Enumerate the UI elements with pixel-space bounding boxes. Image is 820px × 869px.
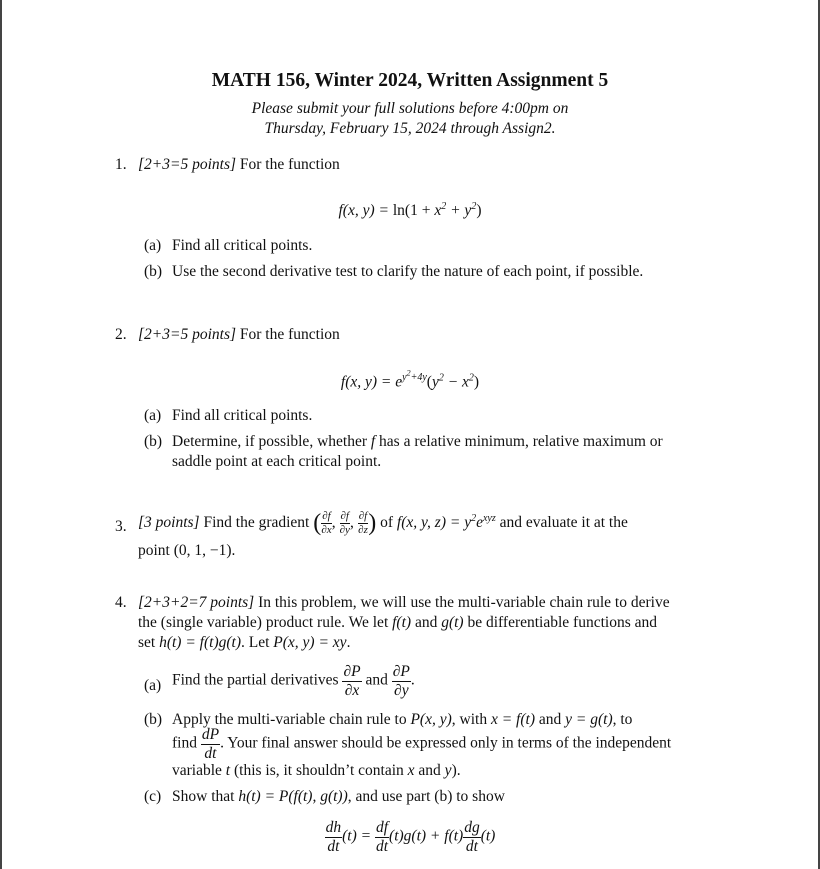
q4-b-text-2: . Your final answer should be expressed only in terms of the independent [220,734,672,752]
q4-number: 4. [115,594,127,611]
q3-text-4: point (0, 1, −1). [138,542,236,559]
q1-b-label: (b) [144,263,163,280]
q2-a-text: Find all critical points. [172,407,313,424]
q3-line-1: [3 points] Find the gradient ( $\frac{\partial f}{\partial x}$ , $\frac{\partial f}{\partial y}$ , $\frac{\partial f}{\partial z}$ ) of f(x, y, $z) = y^2e^{xyz}$ and evaluate it at the [138,510,628,536]
q4-b-label: (b) [144,711,163,728]
q4-b-text-3a: variable [172,762,222,779]
q4-line-2b: and [414,614,438,631]
q1-number: 1. [115,156,127,173]
q2-intro [138,326,340,344]
q4-c-line: Show that h(t) = P(f(t), g(t)), and use part (b) to show [172,788,505,805]
q4-points: [2+3+2=7 points] [138,594,255,611]
q3-number: 3. [115,518,127,535]
q4-line-1-text: In this problem, we will use the multi-variable chain rule to derive [258,594,670,611]
q1-a-text: Find all critical points. [172,237,313,254]
q1-b-text: Use the second derivative test to clarify the nature of each point, if possible. [172,263,644,280]
q4-line-3b: . Let [241,634,270,651]
q3-text-1: Find the gradient [203,514,310,532]
q4-line-2a: the (single variable) product rule. We let [138,614,389,631]
q4-a-label: (a) [144,677,162,694]
subtitle-line-1: Please submit your full solutions before 4:00pm on [251,100,569,117]
q1-points: [2+3=5 points] [138,156,237,173]
page-title: MATH 156, Winter 2024, Written Assignment 5 [211,70,609,91]
q4-b-text-3b: (this is, it shouldn’t contain [233,762,404,779]
q2-a-label: (a) [144,407,162,424]
q4-b-line-1: Apply the multi-variable chain rule to P(x, y), with x = f(t) and y = g(t), to [172,711,633,728]
gradient-vector: ( $\frac{\partial f}{\partial x}$ , $\frac{\partial f}{\partial y}$ , $\frac{\partial f}{\partial z}$ ) [313,510,377,536]
q2-intro-text: For the function [239,326,340,343]
q4-a-and: and [365,671,388,689]
q1-equation: f(x, $y) = \ln(1 + x^2 + y^2)$ [338,201,482,220]
q2-b-line-1: Determine, if possible, whether f has a relative minimum, relative maximum or [172,433,663,450]
subtitle-line-2: Thursday, February 15, 2024 through Assign2. [264,120,556,137]
q4-line-2: the (single variable) product rule. We let f(t) and g(t) be differentiable functions and [138,614,657,631]
q4-line-1 [138,594,670,612]
q4-line-2c: be differentiable functions and [467,614,657,631]
q3-text-2: of [380,514,394,532]
q4-c-text-2: , and use part (b) to show [347,788,505,805]
q4-b-text-1c: and [538,711,562,728]
product-rule-equation: $\frac{dh}{dt}$ (t) = $\frac{df}{dt}$ (t)g(t) + f(t) $\frac{dg}{dt}$ (t) [325,819,496,855]
q4-c-label: (c) [144,788,162,805]
q1-a-label: (a) [144,237,162,254]
q4-b-text-1b: , with [451,711,488,728]
q4-c-text-1: Show that [172,788,235,805]
q4-b-text-1d: , to [612,711,633,728]
q4-b-text-3c: and [418,762,441,779]
q3-text-3: and evaluate it at the [499,514,628,532]
q4-b-find: find [172,734,197,752]
q4-b-line-3: variable t (this is, it shouldn’t contain x and y). [172,762,461,779]
q4-line-3a: set [138,634,156,651]
q2-b-label: (b) [144,433,163,450]
q2-b-line-2: saddle point at each critical point. [172,453,382,470]
q2-b-text-1: Determine, if possible, whether [172,433,367,450]
q2-number: 2. [115,326,127,343]
q4-b-text-1: Apply the multi-variable chain rule to [172,711,407,728]
q4-b-text-3d: ). [451,762,461,779]
q4-b-line-2: find $\frac{dP}{dt}$ . Your final answer should be expressed only in terms of the independent [172,726,672,762]
q4-a-text-1: Find the partial derivatives [172,671,339,689]
q4-line-3: set h(t) = f(t)g(t). Let P(x, y) = xy. [138,634,351,651]
q1-intro-text: For the function [239,156,340,173]
q4-a-text: Find the partial derivatives $\frac{\partial P}{\partial x}$ and $\frac{\partial P}{\partial y}$ . [172,663,415,699]
q3-points: [3 points] [138,514,200,532]
q2-b-text-1b: has a relative minimum, relative maximum or [379,433,663,450]
q1-intro [138,156,340,174]
q2-points: [2+3=5 points] [138,326,237,343]
q2-equation: f(x, $y) = e^{y^2+4y}(y^2 - x^2)$ [340,369,480,391]
